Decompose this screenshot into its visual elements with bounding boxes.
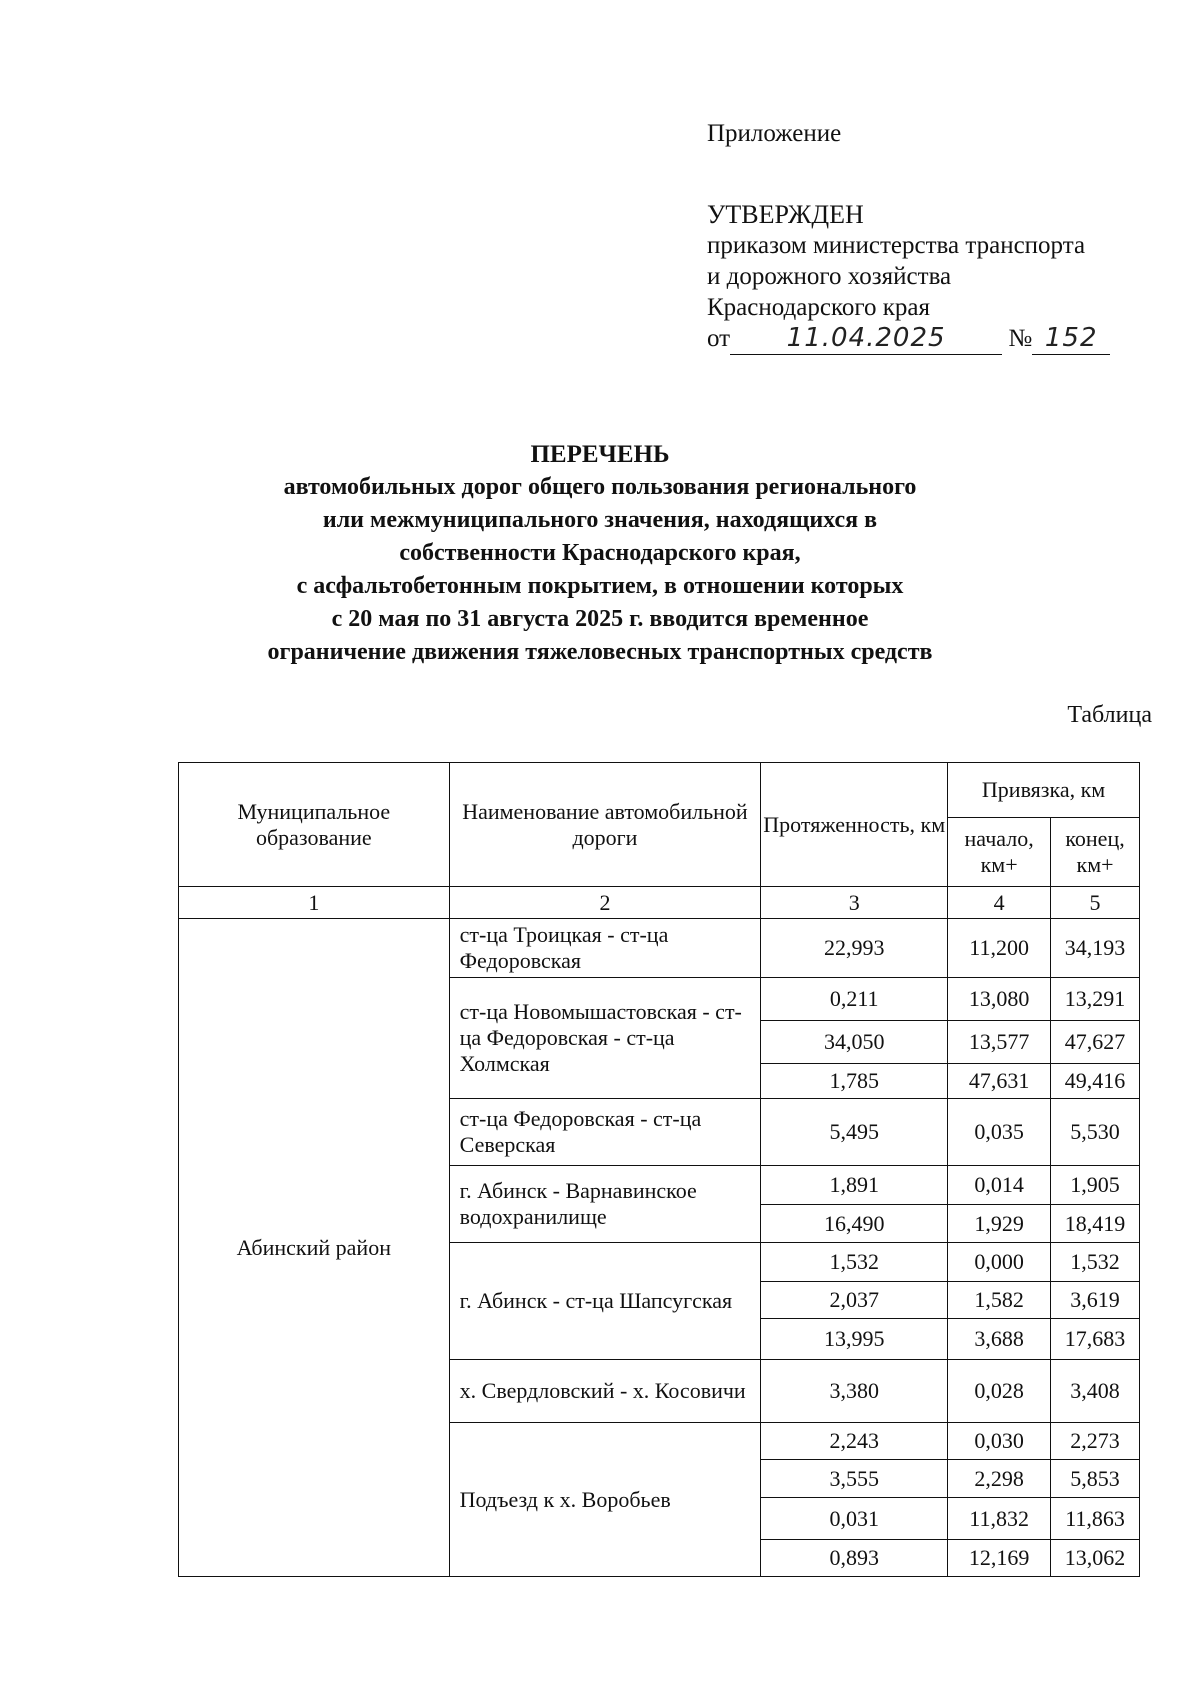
column-number: 5 xyxy=(1051,887,1140,919)
header-road: Наименование автомобильной дороги xyxy=(449,763,761,887)
header-start: начало, км+ xyxy=(948,818,1051,887)
title-line: с асфальтобетонным покрытием, в отношении которых xyxy=(296,573,904,599)
length-cell: 13,995 xyxy=(761,1319,948,1360)
start-cell: 1,929 xyxy=(948,1205,1051,1243)
start-cell: 12,169 xyxy=(948,1540,1051,1577)
table-label: Таблица xyxy=(1067,702,1152,728)
approval-line: Краснодарского края xyxy=(707,294,930,321)
date-prefix: от xyxy=(707,325,731,352)
title-heading: ПЕРЕЧЕНЬ xyxy=(530,441,670,468)
length-cell: 2,037 xyxy=(761,1282,948,1319)
column-number: 1 xyxy=(179,887,450,919)
length-cell: 34,050 xyxy=(761,1021,948,1064)
road-name-cell: ст-ца Федоровская - ст-ца Северская xyxy=(449,1099,761,1166)
handwritten-date: 11.04.2025 xyxy=(730,323,1002,355)
column-number-row xyxy=(179,887,1140,919)
start-cell: 0,030 xyxy=(948,1423,1051,1460)
length-cell: 0,211 xyxy=(761,978,948,1021)
start-cell: 0,035 xyxy=(948,1099,1051,1166)
column-number: 3 xyxy=(761,887,948,919)
end-cell: 3,619 xyxy=(1051,1282,1140,1319)
length-cell: 3,380 xyxy=(761,1360,948,1423)
end-cell: 3,408 xyxy=(1051,1360,1140,1423)
start-cell: 13,577 xyxy=(948,1021,1051,1064)
length-cell: 3,555 xyxy=(761,1460,948,1498)
road-name-cell: ст-ца Новомышастовская - ст-ца Федоровская - ст-ца Холмская xyxy=(449,978,761,1099)
road-name-cell: г. Абинск - Варнавинское водохранилище xyxy=(449,1166,761,1243)
start-cell: 1,582 xyxy=(948,1282,1051,1319)
header-end: конец, км+ xyxy=(1051,818,1140,887)
start-cell: 0,000 xyxy=(948,1243,1051,1282)
length-cell: 1,532 xyxy=(761,1243,948,1282)
end-cell: 34,193 xyxy=(1051,919,1140,978)
title-line: ограничение движения тяжеловесных транспортных средств xyxy=(267,639,933,665)
length-cell: 2,243 xyxy=(761,1423,948,1460)
end-cell: 11,863 xyxy=(1051,1498,1140,1540)
order-date-line xyxy=(707,323,1110,355)
length-cell: 1,891 xyxy=(761,1166,948,1205)
road-name-cell: х. Свердловский - х. Косовичи xyxy=(449,1360,761,1423)
end-cell: 13,291 xyxy=(1051,978,1140,1021)
length-cell: 0,031 xyxy=(761,1498,948,1540)
road-name-cell: Подъезд к х. Воробьев xyxy=(449,1423,761,1577)
end-cell: 18,419 xyxy=(1051,1205,1140,1243)
start-cell: 11,832 xyxy=(948,1498,1051,1540)
header-binding: Привязка, км xyxy=(948,763,1140,818)
end-cell: 5,530 xyxy=(1051,1099,1140,1166)
header-municipality: Муниципальное образование xyxy=(179,763,450,887)
title-line: автомобильных дорог общего пользования регионального xyxy=(283,474,917,500)
approval-line: приказом министерства транспорта xyxy=(707,232,1086,259)
end-cell: 1,905 xyxy=(1051,1166,1140,1205)
start-cell: 47,631 xyxy=(948,1064,1051,1099)
end-cell: 1,532 xyxy=(1051,1243,1140,1282)
end-cell: 2,273 xyxy=(1051,1423,1140,1460)
length-cell: 16,490 xyxy=(761,1205,948,1243)
length-cell: 0,893 xyxy=(761,1540,948,1577)
number-prefix: № xyxy=(1008,325,1033,352)
length-cell: 1,785 xyxy=(761,1064,948,1099)
title-line: или межмуниципального значения, находящихся в xyxy=(322,507,878,533)
end-cell: 49,416 xyxy=(1051,1064,1140,1099)
column-number: 4 xyxy=(948,887,1051,919)
end-cell: 47,627 xyxy=(1051,1021,1140,1064)
title-line: с 20 мая по 31 августа 2025 г. вводится временное xyxy=(331,606,869,632)
road-name-cell: г. Абинск - ст-ца Шапсугская xyxy=(449,1243,761,1360)
end-cell: 5,853 xyxy=(1051,1460,1140,1498)
start-cell: 2,298 xyxy=(948,1460,1051,1498)
appendix-label: Приложение xyxy=(707,120,842,147)
start-cell: 0,028 xyxy=(948,1360,1051,1423)
end-cell: 17,683 xyxy=(1051,1319,1140,1360)
title-line: собственности Краснодарского края, xyxy=(399,540,801,566)
length-cell: 5,495 xyxy=(761,1099,948,1166)
approval-line: и дорожного хозяйства xyxy=(707,263,952,290)
roads-table xyxy=(178,762,1140,1577)
start-cell: 0,014 xyxy=(948,1166,1051,1205)
column-number: 2 xyxy=(449,887,761,919)
document-title xyxy=(240,438,960,669)
handwritten-number: 152 xyxy=(1032,323,1110,355)
road-name-cell: ст-ца Троицкая - ст-ца Федоровская xyxy=(449,919,761,978)
end-cell: 13,062 xyxy=(1051,1540,1140,1577)
length-cell: 22,993 xyxy=(761,919,948,978)
start-cell: 3,688 xyxy=(948,1319,1051,1360)
start-cell: 13,080 xyxy=(948,978,1051,1021)
start-cell: 11,200 xyxy=(948,919,1051,978)
approval-block xyxy=(707,118,1110,355)
approved-label: УТВЕРЖДЕН xyxy=(707,200,864,229)
header-length: Протяженность, км xyxy=(761,763,948,887)
municipality-cell: Абинский район xyxy=(179,919,450,1577)
table-row xyxy=(179,919,1140,978)
